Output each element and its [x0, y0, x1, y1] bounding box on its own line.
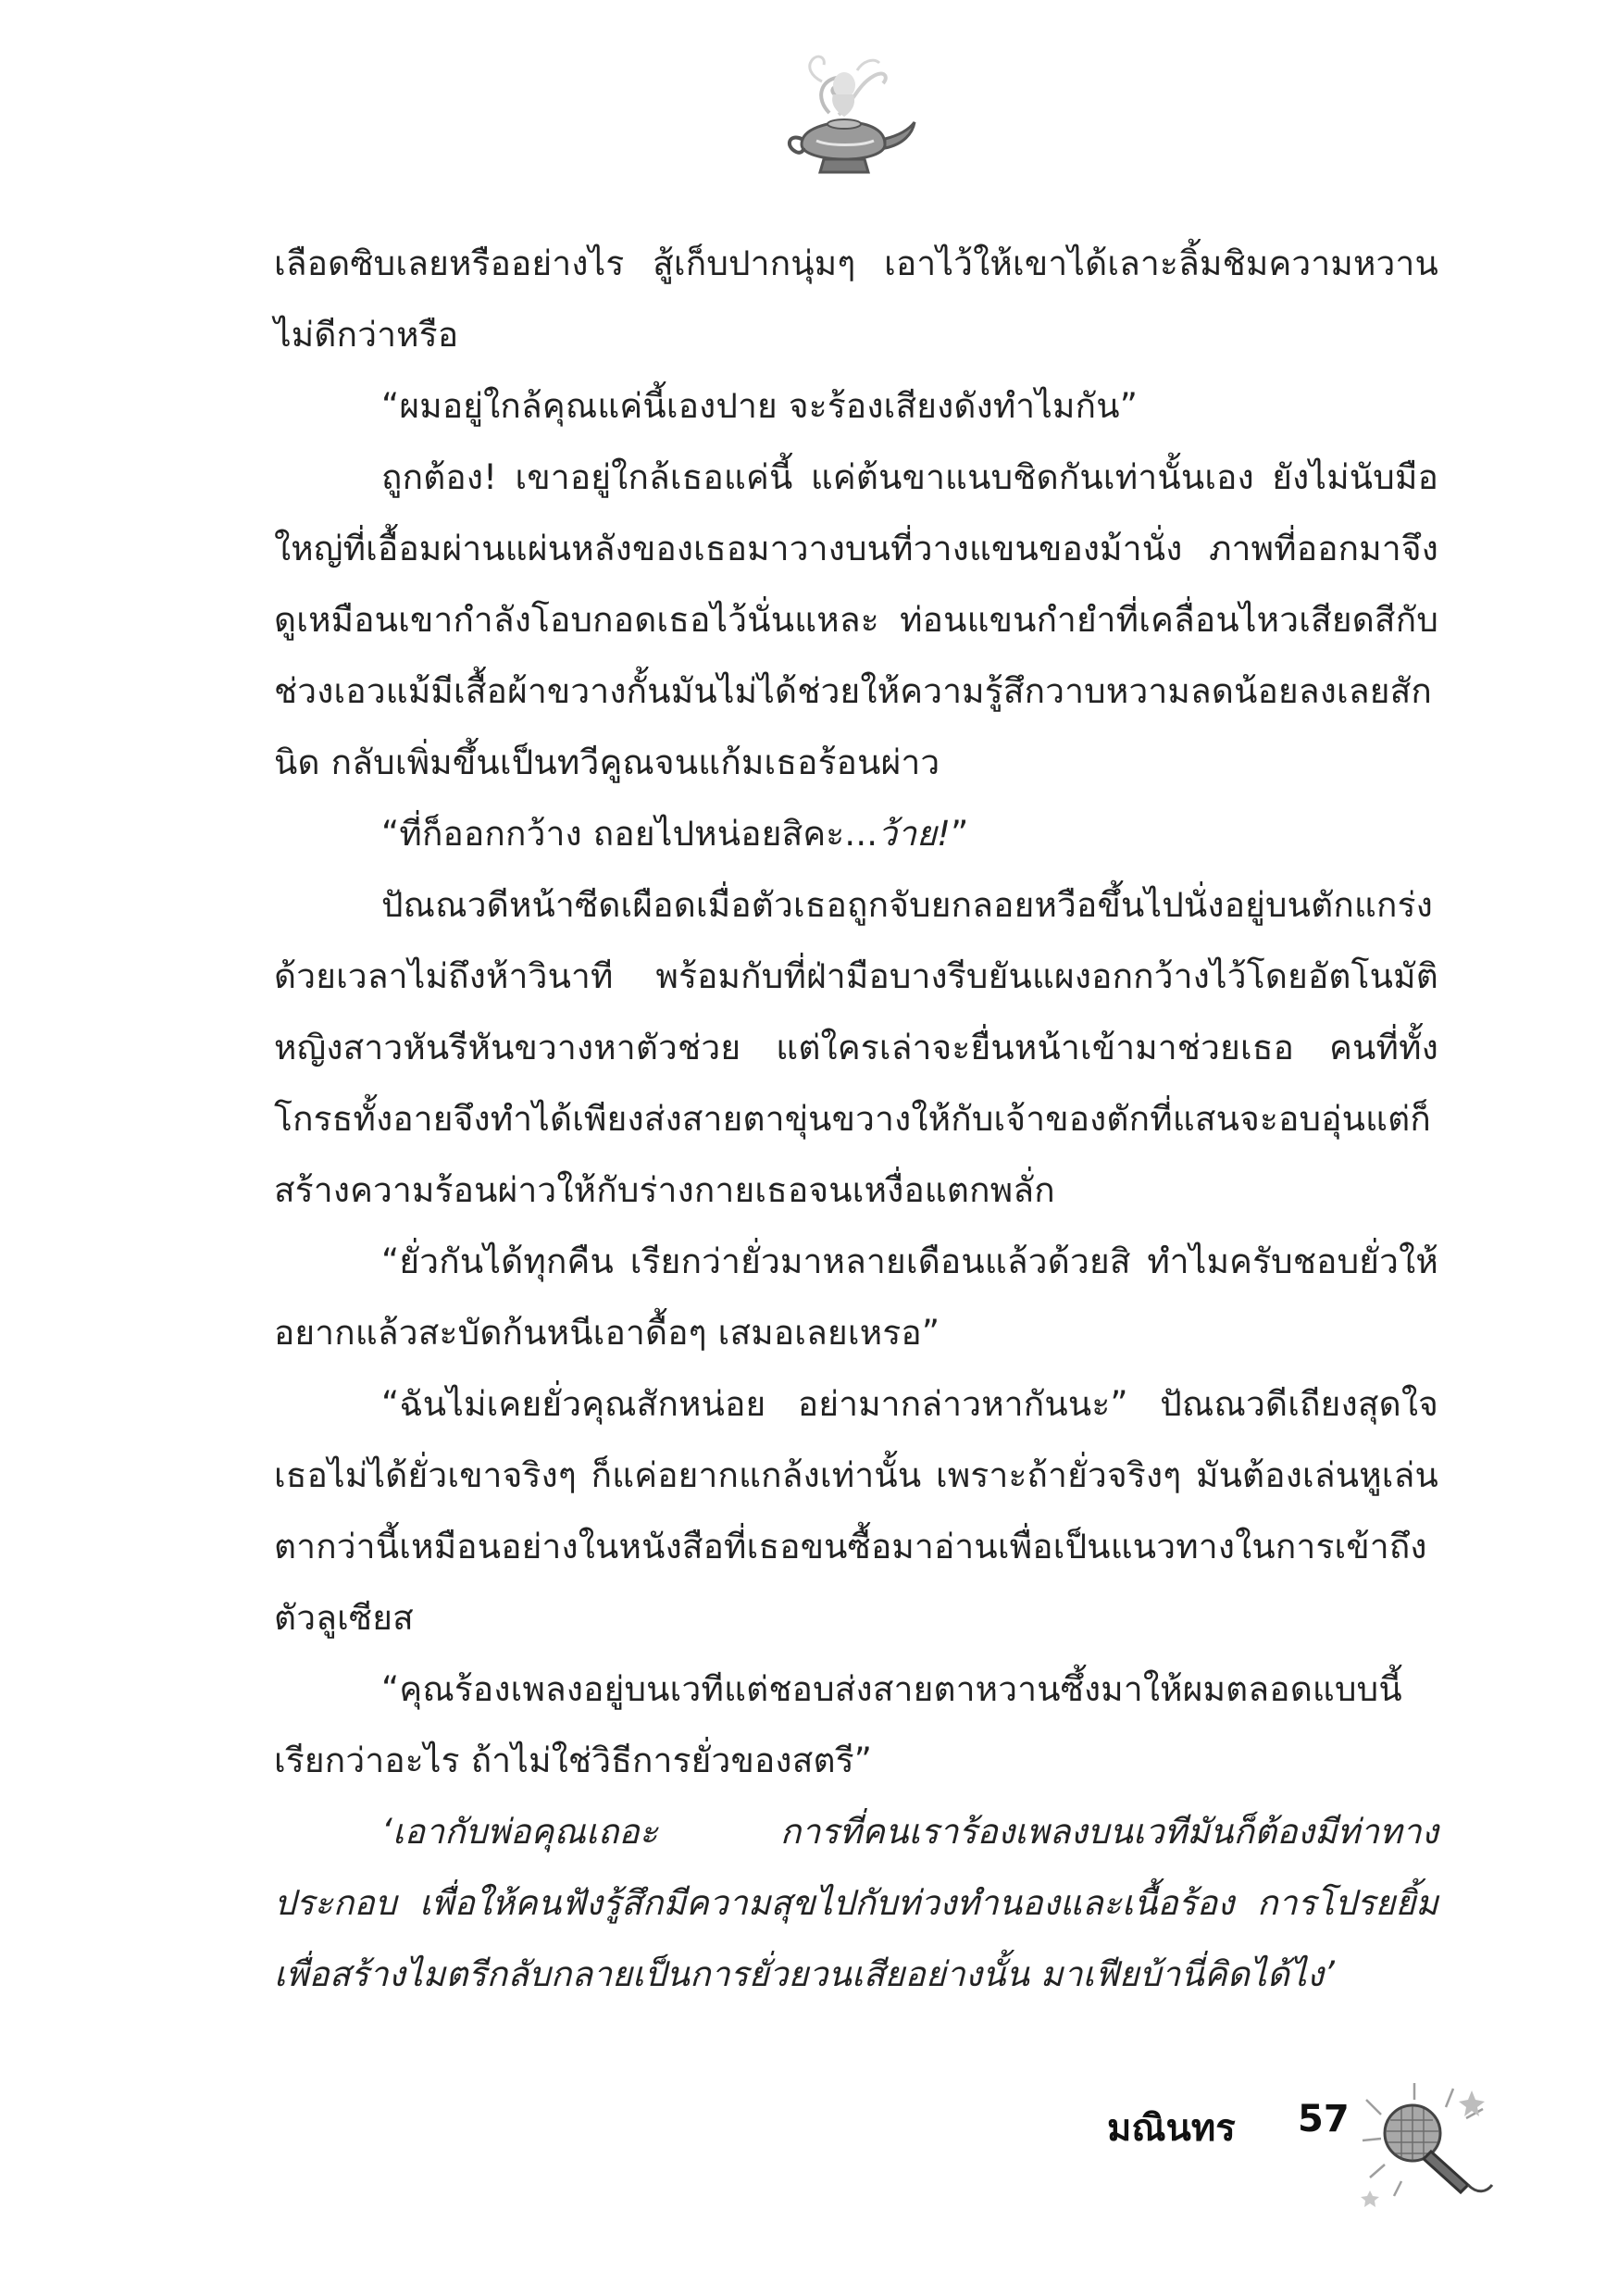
genie-lamp-icon: [765, 48, 922, 187]
page-footer: [0, 2081, 1618, 2229]
paragraph-5: ปัณณวดีหน้าซีดเผือดเมื่อตัวเธอถูกจับยกลอยหวือขึ้นไปนั่งอยู่บนตักแกร่งด้วยเวลาไม่ถึงห้าวินาที พร้อมกับที่ฝ่ามือบางรีบยันแผงอกกว้างไว้โดยอัตโนมัติ หญิงสาวหันรีหันขวางหาตัวช่วย แต่ใครเล่าจะยื่นหน้าเข้ามาช่วยเธอ คนที่ทั้งโกรธทั้งอายจึงทำได้เพียงส่งสายตาขุ่นขวางให้กับเจ้าของตักที่แสนจะอบอุ่นแต่ก็สร้างความร้อนผ่าวให้กับร่างกายเธอจนเหงื่อแตกพลั่ก: [274, 885, 1438, 1210]
paragraph-7: “ฉันไม่เคยยั่วคุณสักหน่อย อย่ามากล่าวหากันนะ” ปัณณวดีเถียงสุดใจ เธอไม่ได้ยั่วเขาจริงๆ ก็แค่อยากแกล้งเท่านั้น เพราะถ้ายั่วจริงๆ มันต้องเล่นหูเล่นตากว่านี้เหมือนอย่างในหนังสือที่เธอขนซื้อมาอ่านเพื่อเป็นแนวทางในการเข้าถึงตัวลูเซียส: [274, 1384, 1438, 1638]
story-text: [274, 228, 1438, 2010]
page-number: 57: [1298, 2098, 1350, 2140]
paragraph-2: “ผมอยู่ใกล้คุณแค่นี้เองปาย จะร้องเสียงดังทำไมกัน”: [381, 386, 1139, 426]
author-name: มณินทร: [1107, 2107, 1236, 2150]
paragraph-6: “ยั่วกันได้ทุกคืน เรียกว่ายั่วมาหลายเดือนแล้วด้วยสิ ทำไมครับชอบยั่วให้อยากแล้วสะบัดก้นหนีเอาดื้อๆ เสมอเลยเหรอ”: [274, 1242, 1438, 1353]
paragraph-4: [274, 798, 1438, 869]
paragraph-4-main: “ที่ก็ออกกว้าง ถอยไปหน่อยสิคะ...: [381, 814, 878, 854]
paragraph-3: ถูกต้อง! เขาอยู่ใกล้เธอแค่นี้ แค่ต้นขาแนบชิดกันเท่านั้นเอง ยังไม่นับมือใหญ่ที่เอื้อมผ่านแผ่นหลังของเธอมาวางบนที่วางแขนของม้านั่ง ภาพที่ออกมาจึงดูเหมือนเขากำลังโอบกอดเธอไว้นั่นแหละ ท่อนแขนกำยำที่เคลื่อนไหวเสียดสีกับช่วงเอวแม้มีเสื้อผ้าขวางกั้นมันไม่ได้ช่วยให้ความรู้สึกวาบหวามลดน้อยลงเลยสักนิด กลับเพิ่มขึ้นเป็นทวีคูณจนแก้มเธอร้อนผ่าว: [274, 457, 1438, 782]
microphone-icon: [1357, 2081, 1496, 2211]
paragraph-9: ‘เอากับพ่อคุณเถอะ การที่คนเราร้องเพลงบนเวทีมันก็ต้องมีท่าทางประกอบ เพื่อให้คนฟังรู้สึกมีความสุขไปกับท่วงทำนองและเนื้อร้อง การโปรยยิ้มเพื่อสร้างไมตรีกลับกลายเป็นการยั่วยวนเสียอย่างนั้น มาเฟียบ้านี่คิดได้ไง’: [274, 1812, 1438, 1994]
paragraph-4-close-quote: ”: [951, 814, 969, 854]
paragraph-1: เลือดซิบเลยหรืออย่างไร สู้เก็บปากนุ่มๆ เอาไว้ให้เขาได้เลาะลิ้มชิมความหวานไม่ดีกว่าหรือ: [274, 243, 1438, 355]
paragraph-4-exclaim: ว้าย!: [877, 814, 952, 854]
paragraph-8: “คุณร้องเพลงอยู่บนเวทีแต่ชอบส่งสายตาหวานซึ้งมาให้ผมตลอดแบบนี้เรียกว่าอะไร ถ้าไม่ใช่วิธีการยั่วของสตรี”: [274, 1669, 1402, 1780]
